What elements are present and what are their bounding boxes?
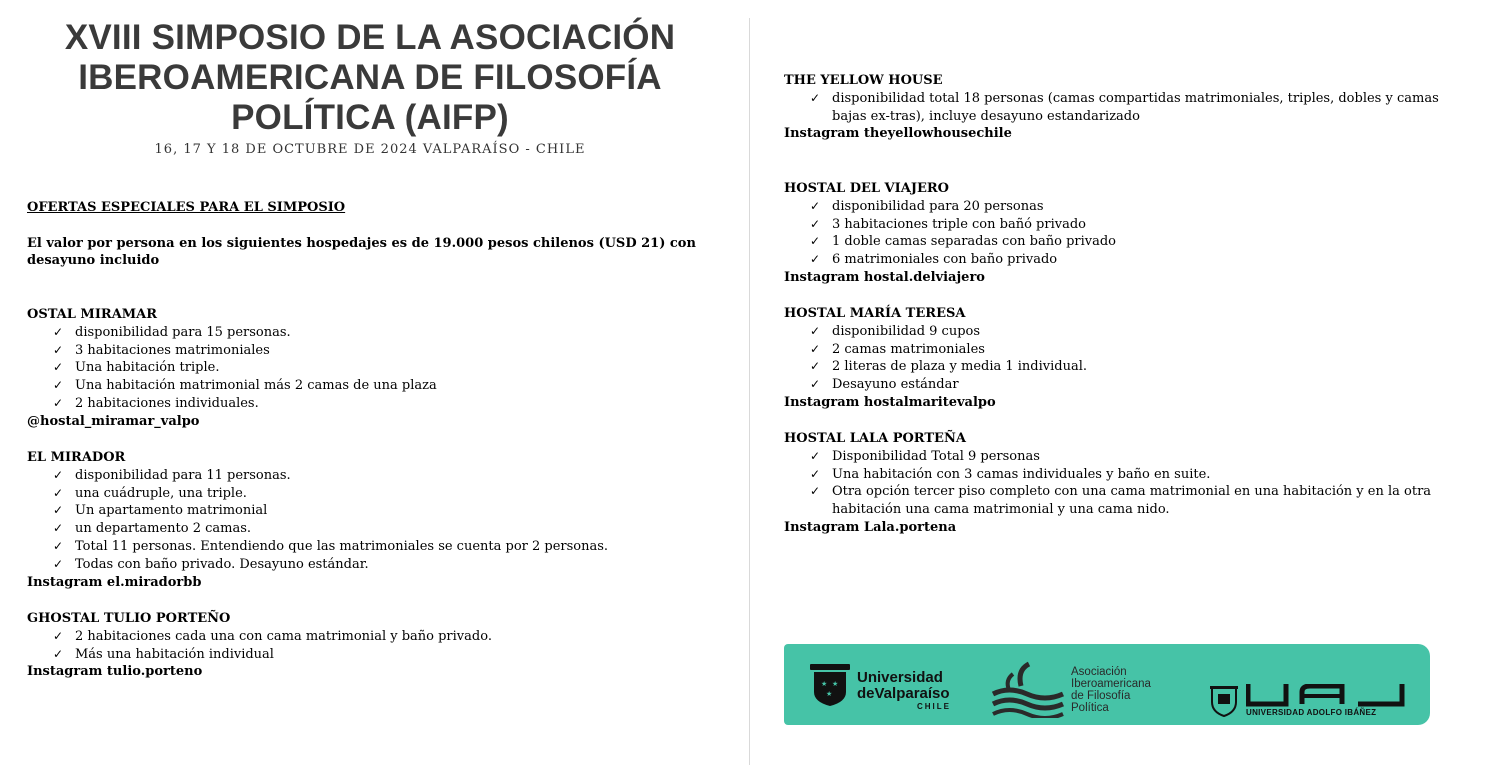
checkmark-icon: ✓ <box>53 342 64 357</box>
lodging-section <box>784 305 1474 412</box>
checkmark-icon: ✓ <box>810 90 821 105</box>
checkmark-icon: ✓ <box>810 216 821 231</box>
checkmark-icon: ✓ <box>810 323 821 338</box>
list-item-text: 2 literas de plaza y media 1 individual. <box>832 359 1088 375</box>
list-item <box>784 376 1474 394</box>
price-intro: El valor por persona en los siguientes hospedajes es de 19.000 pesos chilenos (USD 21) con desayuno incluido <box>27 236 696 268</box>
title-line: POLÍTICA (AIFP) <box>231 98 509 137</box>
list-item-text: 3 habitaciones triple con bañó privado <box>832 216 1086 232</box>
uai-crest-icon <box>1208 684 1240 718</box>
list-item-text: 2 habitaciones individuales. <box>75 395 259 411</box>
title-line: IBEROAMERICANA DE FILOSOFÍA <box>78 58 662 97</box>
lodging-section <box>27 610 492 681</box>
amenities-list <box>784 323 1474 394</box>
list-item <box>784 341 1474 359</box>
list-item-text: 2 habitaciones cada una con cama matrimonial y baño privado. <box>75 628 492 644</box>
uai-wordmark-icon <box>1246 684 1406 708</box>
uv-logo-text <box>857 670 950 702</box>
list-item <box>27 359 437 377</box>
lodging-section <box>27 306 437 431</box>
list-item-text: disponibilidad para 20 personas <box>832 198 1044 214</box>
lodging-section <box>784 72 1474 143</box>
list-item-text: 2 camas matrimoniales <box>832 341 985 357</box>
list-item <box>784 448 1474 466</box>
checkmark-icon: ✓ <box>53 503 64 518</box>
amenities-list <box>784 198 1474 269</box>
list-item-text: Más una habitación individual <box>75 646 274 662</box>
list-item <box>784 323 1474 341</box>
list-item <box>784 90 1474 126</box>
university-valparaiso-crest-icon <box>808 662 852 708</box>
aifp-logo-line: de Filosofía <box>1071 690 1131 702</box>
lodging-name: THE YELLOW HOUSE <box>784 73 943 88</box>
checkmark-icon: ✓ <box>53 538 64 553</box>
amenities-list <box>27 324 437 413</box>
list-item <box>27 467 608 485</box>
uv-logo-line: Universidad <box>857 669 943 686</box>
list-item-text: Una habitación matrimonial más 2 camas de una plaza <box>75 378 437 394</box>
list-item <box>784 483 1474 519</box>
social-handle: Instagram el.miradorbb <box>27 574 202 590</box>
left-column <box>27 18 727 680</box>
lodging-name: EL MIRADOR <box>27 450 126 465</box>
aifp-logo-line: Iberoamericana <box>1071 678 1151 690</box>
lodging-name: OSTAL MIRAMAR <box>27 307 158 322</box>
svg-text:★: ★ <box>826 690 833 698</box>
event-dates: 16, 17 Y 18 DE OCTUBRE DE 2024 VALPARAÍSO - CHILE <box>154 142 586 157</box>
lodging-section <box>27 449 608 591</box>
aifp-logo-text <box>1071 666 1151 714</box>
list-item <box>784 233 1474 251</box>
amenities-list <box>784 90 1474 126</box>
uv-logo-country: CHILE <box>917 702 951 711</box>
list-item <box>27 502 608 520</box>
aifp-waves-icon <box>991 660 1065 718</box>
svg-text:★: ★ <box>832 680 839 688</box>
checkmark-icon: ✓ <box>810 234 821 249</box>
checkmark-icon: ✓ <box>53 467 64 482</box>
checkmark-icon: ✓ <box>810 359 821 374</box>
list-item-text: 1 doble camas separadas con baño privado <box>832 234 1117 250</box>
checkmark-icon: ✓ <box>53 360 64 375</box>
list-item <box>784 251 1474 269</box>
lodging-name: HOSTAL MARÍA TERESA <box>784 306 966 321</box>
aifp-logo-line: Asociación <box>1071 666 1127 678</box>
list-item <box>784 466 1474 484</box>
social-handle: Instagram tulio.porteno <box>27 664 203 680</box>
list-item-text: Otra opción tercer piso completo con una cama matrimonial en una habitación y en la otra habitación una cama matrimonial y una cama nido. <box>832 484 1432 518</box>
list-item-text: Total 11 personas. Entendiendo que las matrimoniales se cuenta por 2 personas. <box>75 538 609 554</box>
checkmark-icon: ✓ <box>810 448 821 463</box>
list-item <box>784 216 1474 234</box>
list-item-text: Disponibilidad Total 9 personas <box>832 448 1040 464</box>
list-item-text: 3 habitaciones matrimoniales <box>75 342 270 358</box>
offers-heading: OFERTAS ESPECIALES PARA EL SIMPOSIO <box>27 200 346 215</box>
checkmark-icon: ✓ <box>53 556 64 571</box>
sponsor-logo-band <box>784 644 1430 725</box>
checkmark-icon: ✓ <box>810 341 821 356</box>
checkmark-icon: ✓ <box>810 377 821 392</box>
checkmark-icon: ✓ <box>53 485 64 500</box>
list-item <box>27 324 437 342</box>
amenities-list <box>784 448 1474 519</box>
uai-logo-text: UNIVERSIDAD ADOLFO IBÁÑEZ <box>1246 708 1377 717</box>
lodging-name: GHOSTAL TULIO PORTEÑO <box>27 611 231 626</box>
list-item-text: Todas con baño privado. Desayuno estándar. <box>75 556 369 572</box>
social-handle: Instagram hostal.delviajero <box>784 269 985 285</box>
checkmark-icon: ✓ <box>53 378 64 393</box>
list-item <box>784 198 1474 216</box>
checkmark-icon: ✓ <box>810 198 821 213</box>
lodging-name: HOSTAL DEL VIAJERO <box>784 181 950 196</box>
checkmark-icon: ✓ <box>53 395 64 410</box>
list-item-text: Un apartamento matrimonial <box>75 503 268 519</box>
list-item-text: disponibilidad para 15 personas. <box>75 324 291 340</box>
list-item <box>27 628 492 646</box>
list-item-text: Una habitación triple. <box>75 360 220 376</box>
checkmark-icon: ✓ <box>810 466 821 481</box>
lodging-section <box>784 180 1474 287</box>
list-item-text: Una habitación con 3 camas individuales y baño en suite. <box>832 466 1211 482</box>
list-item <box>27 538 608 556</box>
social-handle: @hostal_miramar_valpo <box>27 413 200 429</box>
list-item-text: Desayuno estándar <box>832 377 959 393</box>
aifp-logo-line: Política <box>1071 702 1109 714</box>
list-item <box>27 342 437 360</box>
list-item <box>27 556 608 574</box>
list-item-text: una cuádruple, una triple. <box>75 485 247 501</box>
checkmark-icon: ✓ <box>810 252 821 267</box>
list-item-text: disponibilidad para 11 personas. <box>75 467 291 483</box>
checkmark-icon: ✓ <box>53 646 64 661</box>
list-item <box>27 377 437 395</box>
title-line: XVIII SIMPOSIO DE LA ASOCIACIÓN <box>64 18 676 57</box>
list-item-text: un departamento 2 camas. <box>75 521 252 537</box>
column-divider <box>749 18 750 765</box>
list-item <box>27 395 437 413</box>
page-title <box>27 18 713 138</box>
checkmark-icon: ✓ <box>53 628 64 643</box>
lodging-name: HOSTAL LALA PORTEÑA <box>784 431 966 446</box>
uv-logo-line: deValparaíso <box>857 685 950 702</box>
checkmark-icon: ✓ <box>53 521 64 536</box>
lodging-section <box>784 430 1474 537</box>
social-handle: Instagram hostalmaritevalpo <box>784 394 996 410</box>
amenities-list <box>27 628 492 664</box>
social-handle: Instagram Lala.portena <box>784 519 957 535</box>
list-item <box>27 646 492 664</box>
list-item <box>27 485 608 503</box>
checkmark-icon: ✓ <box>810 484 821 499</box>
list-item-text: 6 matrimoniales con baño privado <box>832 252 1058 268</box>
list-item-text: disponibilidad 9 cupos <box>832 323 981 339</box>
checkmark-icon: ✓ <box>53 324 64 339</box>
amenities-list <box>27 467 608 574</box>
list-item <box>784 358 1474 376</box>
list-item <box>27 520 608 538</box>
social-handle: Instagram theyellowhousechile <box>784 126 1012 142</box>
svg-text:★: ★ <box>821 680 828 688</box>
list-item-text: disponibilidad total 18 personas (camas compartidas matrimoniales, triples, dobles y camas bajas ex-tras), incluye desayuno estandarizado <box>832 90 1439 124</box>
